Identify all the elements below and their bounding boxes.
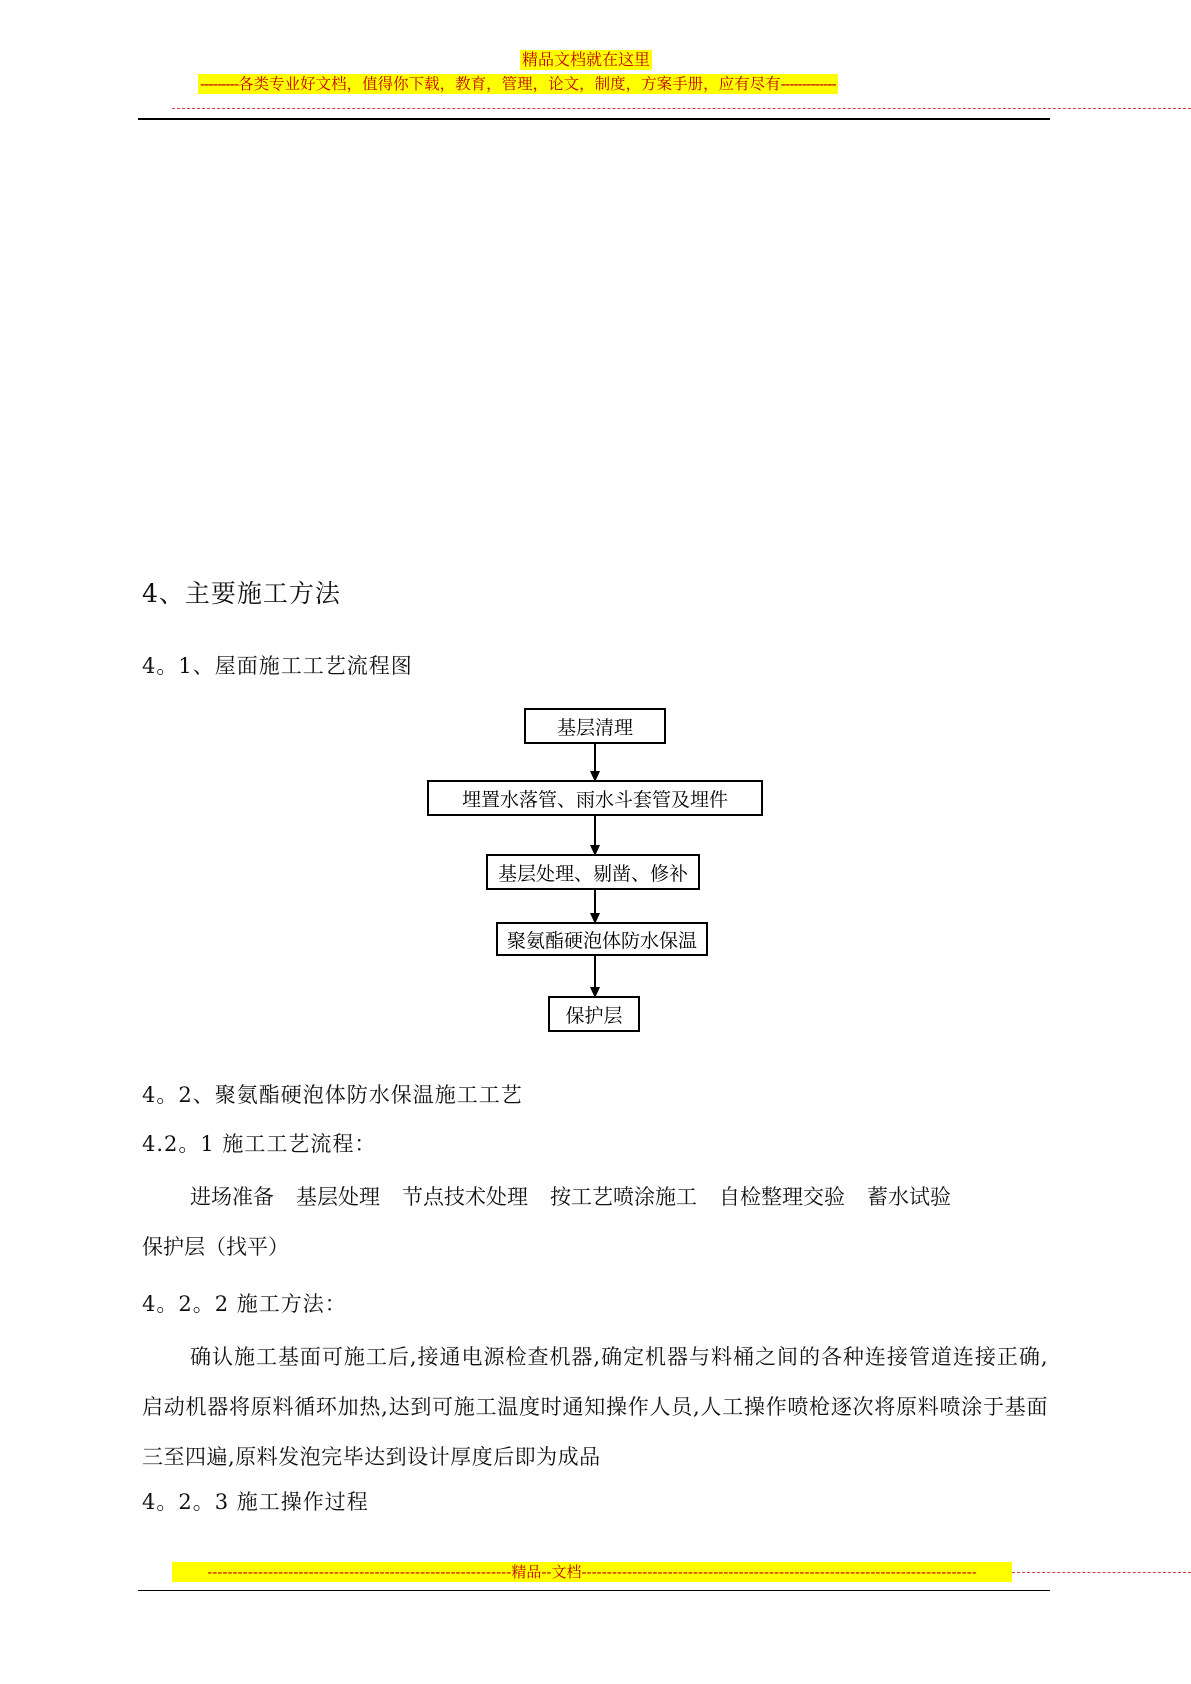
process-step-6: 蓄水试验 — [867, 1185, 951, 1209]
subheading-4-1: 4。1、屋面施工工艺流程图 — [142, 654, 413, 678]
subheading-4-2-2: 4。2。2 施工方法： — [142, 1292, 347, 1316]
flow-arrow-3 — [594, 890, 596, 922]
header-title: 精品文档就在这里 — [522, 50, 651, 69]
header-rule — [138, 118, 1050, 120]
flow-step-5: 保护层 — [548, 996, 640, 1032]
process-step-2: 基层处理 — [296, 1185, 380, 1209]
process-step-5: 自检整理交验 — [719, 1185, 845, 1209]
method-paragraph: 确认施工基面可施工后,接通电源检查机器,确定机器与料桶之间的各种连接管道连接正确,启动机器将原料循环加热,达到可施工温度时通知操作人员,人工操作喷枪逐次将原料喷涂于基面三至四遍,原料发泡完毕达到设计厚度后即为成品 — [142, 1345, 1048, 1469]
subheading-4-2-3: 4。2。3 施工操作过程 — [142, 1490, 369, 1514]
subheading-4-2-1: 4.2。1 施工工艺流程： — [142, 1132, 377, 1156]
flow-step-3: 基层处理、剔凿、修补 — [486, 854, 700, 890]
process-step-3: 节点技术处理 — [402, 1185, 528, 1209]
banner-suffix: ------------- — [780, 75, 836, 93]
banner-prefix: --------- — [200, 75, 239, 93]
flow-step-2: 埋置水落管、雨水斗套管及埋件 — [427, 780, 763, 816]
footer-rule — [138, 1590, 1050, 1591]
section-heading: 4、主要施工方法 — [142, 579, 341, 608]
flow-arrow-4 — [594, 956, 596, 996]
flow-step-1: 基层清理 — [524, 708, 666, 744]
flow-arrow-1 — [594, 744, 596, 780]
process-steps — [142, 1172, 1048, 1272]
process-step-1: 进场准备 — [190, 1185, 274, 1209]
header-banner — [198, 74, 838, 94]
footer-text: 精品--文档 — [511, 1563, 582, 1581]
flow-step-4: 聚氨酯硬泡体防水保温 — [496, 922, 708, 956]
process-step-4: 按工艺喷涂施工 — [550, 1185, 697, 1209]
process-step-7: 保护层（找平） — [142, 1235, 289, 1259]
header-dashed-line — [172, 108, 1191, 109]
subheading-4-2: 4。2、聚氨酯硬泡体防水保温施工工艺 — [142, 1083, 523, 1107]
flow-arrow-2 — [594, 816, 596, 854]
footer-banner: ------------------------------------------------------------精品--文档------------------------------------------------------------------------------ — [172, 1562, 1012, 1582]
banner-text: 各类专业好文档，值得你下载，教育，管理，论文，制度，方案手册，应有尽有 — [238, 75, 781, 93]
footer-dashed-line — [1012, 1572, 1191, 1573]
